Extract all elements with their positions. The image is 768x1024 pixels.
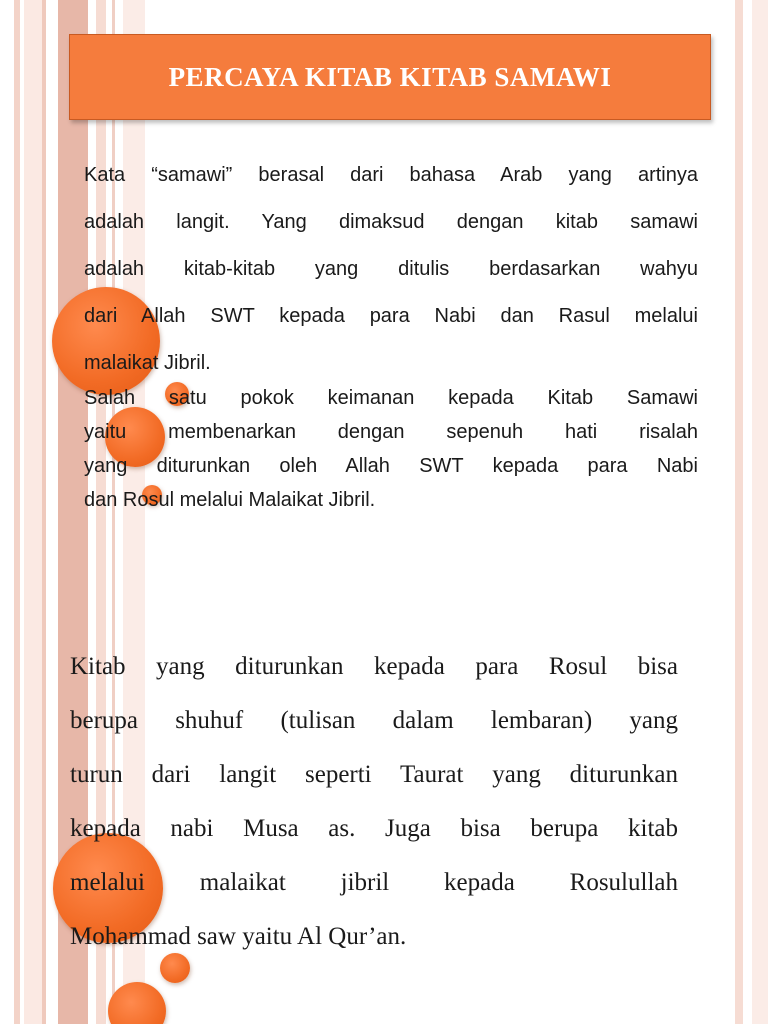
slide-2	[0, 580, 768, 1024]
title-banner	[69, 34, 711, 120]
text-line: yang diturunkan oleh Allah SWT kepada para Nabi	[84, 455, 698, 477]
decor-stripe	[752, 580, 768, 1024]
text-line: adalah kitab-kitab yang ditulis berdasarkan wahyu	[84, 258, 698, 280]
decor-stripe	[24, 0, 42, 580]
text-line: berupa shuhuf (tulisan dalam lembaran) yang	[70, 707, 678, 734]
decor-stripe	[24, 580, 42, 1024]
decor-stripe	[14, 580, 20, 1024]
decor-stripe	[735, 0, 743, 580]
decor-stripe	[42, 580, 46, 1024]
text-line: Kata “samawi” berasal dari bahasa Arab yang artinya	[84, 164, 698, 186]
decor-stripe	[735, 580, 743, 1024]
text-line: malaikat Jibril.	[84, 352, 211, 374]
decor-stripe	[14, 0, 20, 580]
text-line: adalah langit. Yang dimaksud dengan kitab samawi	[84, 211, 698, 233]
text-line: Salah satu pokok keimanan kepada Kitab Samawi	[84, 387, 698, 409]
text-line: melalui malaikat jibril kepada Rosulullah	[70, 869, 678, 896]
text-line: turun dari langit seperti Taurat yang diturunkan	[70, 761, 678, 788]
text-line: Mohammad saw yaitu Al Qur’an.	[70, 923, 407, 950]
text-line: kepada nabi Musa as. Juga bisa berupa kitab	[70, 815, 678, 842]
paragraph-definition	[84, 152, 698, 387]
paragraph-shuhuf	[70, 640, 678, 964]
decor-circle	[108, 982, 166, 1024]
text-line: dan Rosul melalui Malaikat Jibril.	[84, 489, 376, 511]
decor-stripe	[752, 0, 768, 580]
text-line: Kitab yang diturunkan kepada para Rosul bisa	[70, 653, 678, 680]
decor-stripe	[42, 0, 46, 580]
slide-title: PERCAYA KITAB KITAB SAMAWI	[168, 61, 612, 92]
paragraph-keimanan	[84, 381, 698, 517]
text-line: yaitu membenarkan dengan sepenuh hati risalah	[84, 421, 698, 443]
text-line: dari Allah SWT kepada para Nabi dan Rasul melalui	[84, 305, 698, 327]
